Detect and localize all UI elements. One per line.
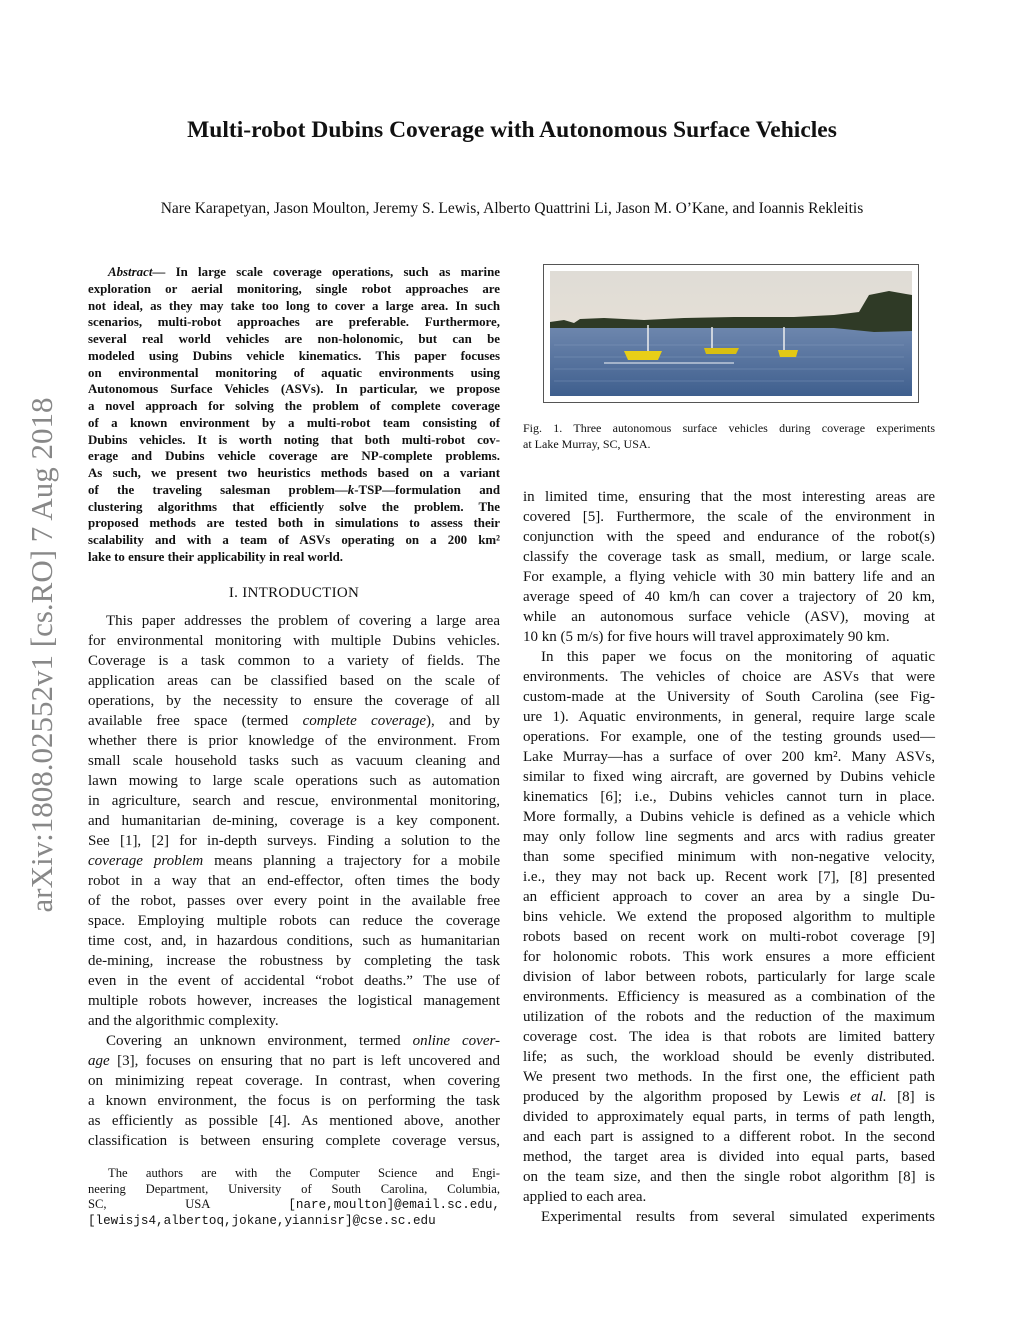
text-line: Coverage is a task common to a variety of fields. The	[88, 653, 500, 669]
text-line: produced by the algorithm proposed by Lewis et al. [8] is	[523, 1089, 936, 1105]
text-line: clustering algorithms that efficiently solve the problem. The	[88, 499, 500, 514]
text-line: classify the coverage task as small, medium, or large scale.	[523, 549, 935, 565]
text-line: Fig. 1. Three autonomous surface vehicles during coverage experiments	[523, 421, 935, 435]
text-line: application areas can be classified based on the scale of	[88, 673, 500, 689]
text-line: and each part is assigned to a different robot. In the second	[523, 1129, 935, 1145]
text-line: scenarios, multi-robot approaches are preferable. Furthermore,	[88, 315, 500, 330]
text-line: whether there is prior knowledge of the environment. From	[88, 733, 500, 749]
text-line: See [1], [2] for in-depth surveys. Finding a solution to the	[88, 833, 500, 849]
email-address: [lewisjs4,albertoq,jokane,yiannisr]@cse.sc.edu	[88, 1214, 436, 1229]
text-line: coverage problem means planning a trajectory for a mobile	[88, 853, 500, 869]
text-line: modeled using Dubins vehicle kinematics. This paper focuses	[88, 348, 500, 363]
text-line: in limited time, ensuring that the most interesting areas are	[523, 489, 935, 505]
italic-text: complete coverage	[302, 713, 427, 729]
text-line: In this paper we focus on the monitoring of aquatic	[541, 649, 935, 665]
text-line: i.e., they may not back up. Recent work [7], [8] presented	[523, 869, 935, 885]
text-line: applied to each area.	[523, 1189, 647, 1205]
text-line: Lake Murray—has a surface of over 200 km². Many ASVs,	[523, 749, 935, 765]
paragraph	[88, 1031, 500, 1151]
text-line: age [3], focuses on ensuring that no part is left uncovered and	[88, 1053, 500, 1069]
paragraph	[523, 1207, 935, 1227]
text-line: lake to ensure their applicability in real world.	[88, 549, 343, 564]
text-line: a known environment, the focus is on performing the task	[88, 1093, 500, 1109]
text-line: robots based on recent work on multi-robot coverage [9]	[523, 929, 935, 945]
text-line: custom-made at the University of South Carolina (see Fig-	[523, 689, 935, 705]
italic-text: Abstract	[108, 265, 153, 279]
text-line: covered [5]. Furthermore, the scale of the environment in	[523, 509, 935, 525]
email-address: [nare,moulton]@email.sc.edu,	[288, 1198, 500, 1213]
section-heading-introduction: I. INTRODUCTION	[228, 585, 360, 601]
text-line: division of labor between robots, particularly for large scale	[523, 969, 935, 985]
italic-text: online cover-	[412, 1033, 501, 1049]
text-line: scalability and with a team of ASVs operating on a 200 km²	[88, 533, 500, 547]
italic-text: et al.	[850, 1089, 887, 1105]
text-line: conjunction with the speed and endurance of the robot(s)	[523, 529, 935, 545]
author-affiliation-footnote	[88, 1166, 500, 1229]
paragraph	[88, 611, 500, 1031]
text-line: coverage cost. The idea is that robots are limited battery	[523, 1029, 935, 1045]
paragraph	[523, 487, 935, 647]
text-line: space. Employing multiple robots can reduce the coverage	[88, 913, 500, 929]
text-line: Autonomous Surface Vehicles (ASVs). In particular, we propose	[88, 382, 500, 397]
text-line: divided to approximately equal parts, in terms of path length,	[523, 1109, 935, 1125]
paper-title: Multi-robot Dubins Coverage with Autonomous Surface Vehicles	[187, 117, 837, 143]
text-line: Covering an unknown environment, termed online cover-	[106, 1033, 501, 1049]
text-line: several real world vehicles are non-holonomic, but can be	[88, 332, 500, 346]
figure-1-photo	[543, 264, 919, 403]
italic-text: k	[347, 482, 355, 497]
text-line: and humanitarian de-mining, coverage is a key component.	[88, 813, 500, 829]
text-line: available free space (termed complete coverage), and by	[88, 713, 501, 729]
text-line: exploration or aerial monitoring, single robot approaches are	[88, 281, 500, 296]
text-line: We present two methods. In the first one, the efficient path	[523, 1069, 935, 1085]
text-line: while an autonomous surface vehicle (ASV), moving at	[523, 609, 935, 625]
text-line: even in the event of accidental “robot deaths.” The use of	[88, 973, 500, 989]
text-line: More formally, a Dubins vehicle is defined as a vehicle which	[523, 809, 935, 825]
italic-text: age	[88, 1053, 110, 1069]
text-line: This paper addresses the problem of covering a large area	[106, 613, 500, 629]
text-line: neering Department, University of South Carolina, Columbia,	[88, 1181, 500, 1196]
text-line: average speed of 40 km/h can cover a trajectory of 20 km,	[523, 589, 935, 605]
text-line: a novel approach for solving the problem of complete coverage	[88, 399, 500, 413]
figure-1-caption	[523, 420, 935, 452]
text-line: life; as such, the workload should be evenly distributed.	[523, 1049, 935, 1065]
text-line: Experimental results from several simulated experiments	[541, 1209, 935, 1225]
text-line: time cost, and, in hazardous conditions, such as humanitarian	[88, 933, 500, 949]
text-line: as efficiently as possible [4]. As mentioned above, another	[88, 1113, 500, 1129]
text-line: and the algorithmic complexity.	[88, 1013, 279, 1029]
text-line: robot in a way that an end-effector, often times the body	[88, 873, 500, 889]
text-line: erage and Dubins vehicle coverage are NP-complete problems.	[88, 449, 500, 464]
text-line: on environmental monitoring of aquatic environments using	[88, 365, 500, 380]
paragraph	[88, 264, 500, 566]
text-line: operations, by the necessity to ensure the coverage of all	[88, 693, 500, 709]
text-line: Abstract— In large scale coverage operations, such as marine	[108, 265, 500, 279]
text-line: operations. For example, one of the testing grounds used—	[523, 729, 935, 745]
paragraph	[523, 647, 935, 1207]
left-column-body	[88, 611, 500, 1151]
text-line: proposed methods are tested both in simulations to assess their	[88, 516, 500, 531]
italic-text: coverage problem	[88, 853, 204, 869]
text-line: The authors are with the Computer Science and Engi-	[108, 1166, 500, 1180]
text-line: similar to fixed wing aircraft, are governed by Dubins vehicle	[523, 769, 935, 785]
text-line: of a known environment by a multi-robot team consisting of	[88, 415, 500, 430]
text-line: lawn mowing to large scale operations such as automation	[88, 773, 500, 789]
text-line: on minimizing repeat coverage. In contrast, when covering	[88, 1073, 500, 1089]
text-line: de-mining, increase the robustness by completing the task	[88, 953, 500, 969]
text-line: For example, a flying vehicle with 30 min battery life and an	[523, 569, 935, 585]
text-line: than some specified minimum with non-negative velocity,	[523, 849, 935, 865]
text-line: for environmental monitoring with multiple Dubins vehicles.	[88, 633, 500, 649]
text-line: may only follow line segments and arcs with radius greater	[523, 829, 935, 845]
text-line: As such, we present two heuristics methods based on a variant	[88, 466, 500, 480]
arxiv-identifier-stamp: arXiv:1808.02552v1 [cs.RO] 7 Aug 2018	[24, 397, 59, 913]
text-line: SC, USA [nare,moulton]@email.sc.edu,	[88, 1197, 500, 1213]
lake-asv-photo	[544, 265, 918, 402]
text-line: of the robot, passes over every point in the available free	[88, 893, 500, 909]
text-line: environments. Efficiency is measured as a combination of the	[523, 989, 935, 1005]
text-line: on the team size, and then the single robot algorithm [8] is	[523, 1169, 935, 1185]
text-line: 10 kn (5 m/s) for five hours will travel approximately 90 km.	[523, 629, 890, 645]
paragraph	[523, 420, 935, 452]
text-line: small scale household tasks such as vacuum cleaning and	[88, 753, 500, 769]
text-line: Dubins vehicles. It is worth noting that both multi-robot cov-	[88, 432, 500, 447]
text-line	[88, 1213, 500, 1229]
right-column-body	[523, 487, 935, 1227]
text-line: kinematics [6]; i.e., Dubins vehicles cannot turn in place.	[523, 789, 935, 805]
paragraph	[88, 1166, 500, 1229]
text-line: at Lake Murray, SC, USA.	[523, 437, 651, 451]
author-list: Nare Karapetyan, Jason Moulton, Jeremy S. Lewis, Alberto Quattrini Li, Jason M. O’Kane, and Ioannis Rekleitis	[160, 200, 864, 217]
text-line: for holonomic robots. This work ensures a more efficient	[523, 949, 935, 965]
text-line: multiple robots however, increases the logistical management	[88, 993, 500, 1009]
text-line: classification is between ensuring complete coverage versus,	[88, 1133, 500, 1149]
text-line: bins vehicle. We extend the proposed algorithm to multiple	[523, 909, 935, 925]
text-line: not ideal, as they may take too long to cover a large area. In such	[88, 298, 500, 313]
text-line: method, the target area is divided into equal parts, based	[523, 1149, 935, 1165]
text-line: environments. The vehicles of choice are ASVs that were	[523, 669, 935, 685]
text-line: ure 1). Aquatic environments, in general, require large scale	[523, 709, 935, 725]
text-line: utilization of the robots and the reduction of the maximum	[523, 1009, 935, 1025]
text-line: in agriculture, search and rescue, environmental monitoring,	[88, 793, 500, 809]
text-line: of the traveling salesman problem—k-TSP—formulation and	[88, 482, 500, 497]
abstract	[88, 264, 500, 566]
text-line: an efficient approach to cover an area by a single Du-	[523, 889, 935, 905]
